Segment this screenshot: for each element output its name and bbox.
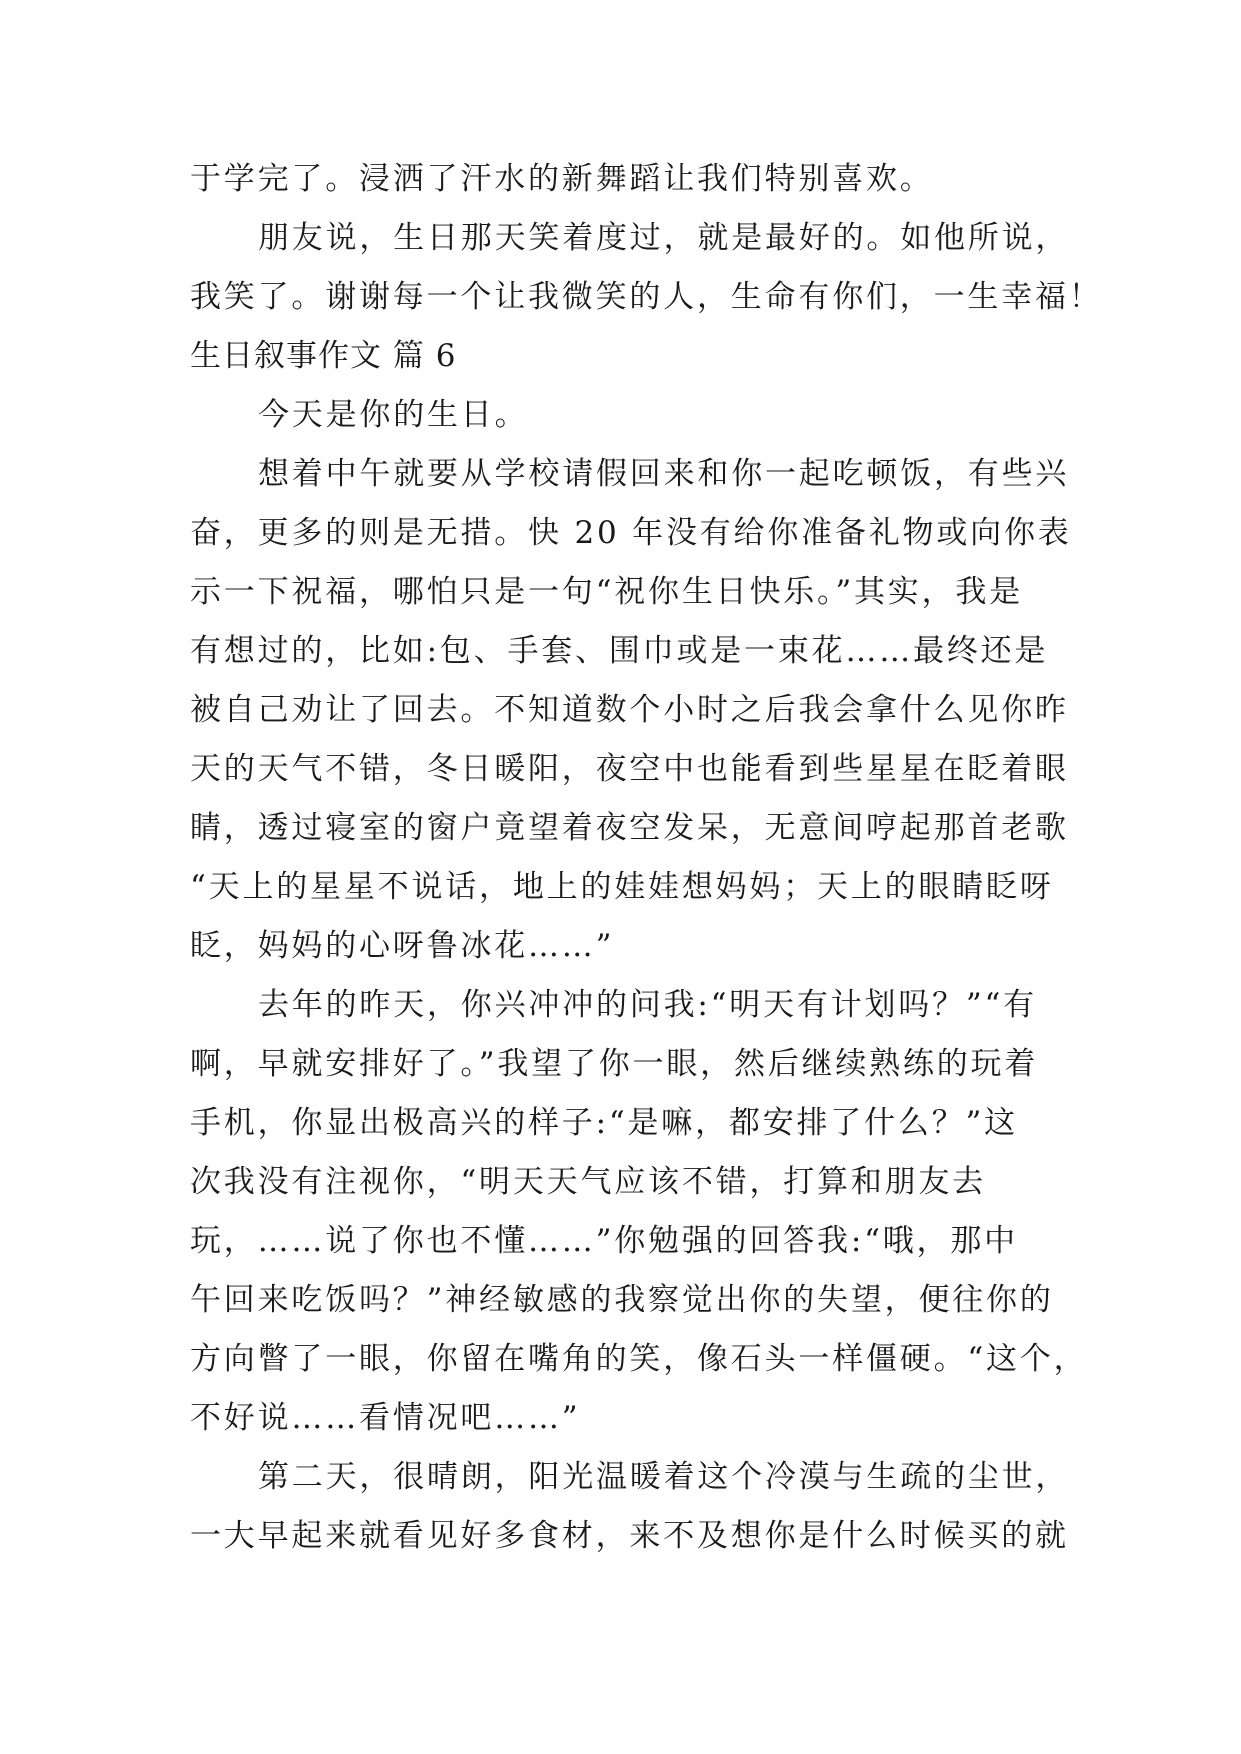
text-line: 一大早起来就看见好多食材，来不及想你是什么时候买的就 <box>190 1518 1069 1554</box>
text-line: 啊，早就安排好了。”我望了你一眼，然后继续熟练的玩着 <box>190 1046 1039 1082</box>
text-line: 被自己劝让了回去。不知道数个小时之后我会拿什么见你昨 <box>190 692 1069 728</box>
text-line: 午回来吃饭吗？”神经敏感的我察觉出你的失望，便往你的 <box>190 1282 1054 1318</box>
text-line: 我笑了。谢谢每一个让我微笑的人，生命有你们，一生幸福！ <box>190 279 1103 315</box>
text-line: 手机，你显出极高兴的样子:“是嘛，都安排了什么？”这 <box>190 1105 1018 1141</box>
text-line: 睛，透过寝室的窗户竟望着夜空发呆，无意间哼起那首老歌 <box>190 810 1069 846</box>
section-heading: 生日叙事作文 篇 6 <box>190 338 457 374</box>
text-line: 眨，妈妈的心呀鲁冰花……” <box>190 928 615 964</box>
text-line: 第二天，很晴朗，阳光温暖着这个冷漠与生疏的尘世， <box>258 1459 1070 1495</box>
text-line: 有想过的，比如:包、手套、围巾或是一束花……最终还是 <box>190 633 1049 669</box>
text-line: 不好说……看情况吧……” <box>190 1400 581 1436</box>
document-page <box>190 150 1103 1566</box>
text-line: 于学完了。浸洒了汗水的新舞蹈让我们特别喜欢。 <box>190 161 934 197</box>
text-line: 去年的昨天，你兴冲冲的问我:“明天有计划吗？”“有 <box>258 987 1037 1023</box>
text-line: “天上的星星不说话，地上的娃娃想妈妈；天上的眼睛眨呀 <box>190 869 1054 905</box>
text-line: 玩，……说了你也不懂……”你勉强的回答我:“哦，那中 <box>190 1223 1018 1259</box>
text-line: 今天是你的生日。 <box>258 397 529 433</box>
text-line: 示一下祝福，哪怕只是一句“祝你生日快乐。”其实，我是 <box>190 574 1023 610</box>
text-line: 想着中午就要从学校请假回来和你一起吃顿饭，有些兴 <box>258 456 1070 492</box>
text-line: 方向瞥了一眼，你留在嘴角的笑，像石头一样僵硬。“这个， <box>190 1341 1088 1377</box>
text-line: 奋，更多的则是无措。快 20 年没有给你准备礼物或向你表 <box>190 515 1072 551</box>
text-line: 天的天气不错，冬日暖阳，夜空中也能看到些星星在眨着眼 <box>190 751 1069 787</box>
text-line: 朋友说，生日那天笑着度过，就是最好的。如他所说， <box>258 220 1070 256</box>
text-line: 次我没有注视你，“明天天气应该不错，打算和朋友去 <box>190 1164 987 1200</box>
